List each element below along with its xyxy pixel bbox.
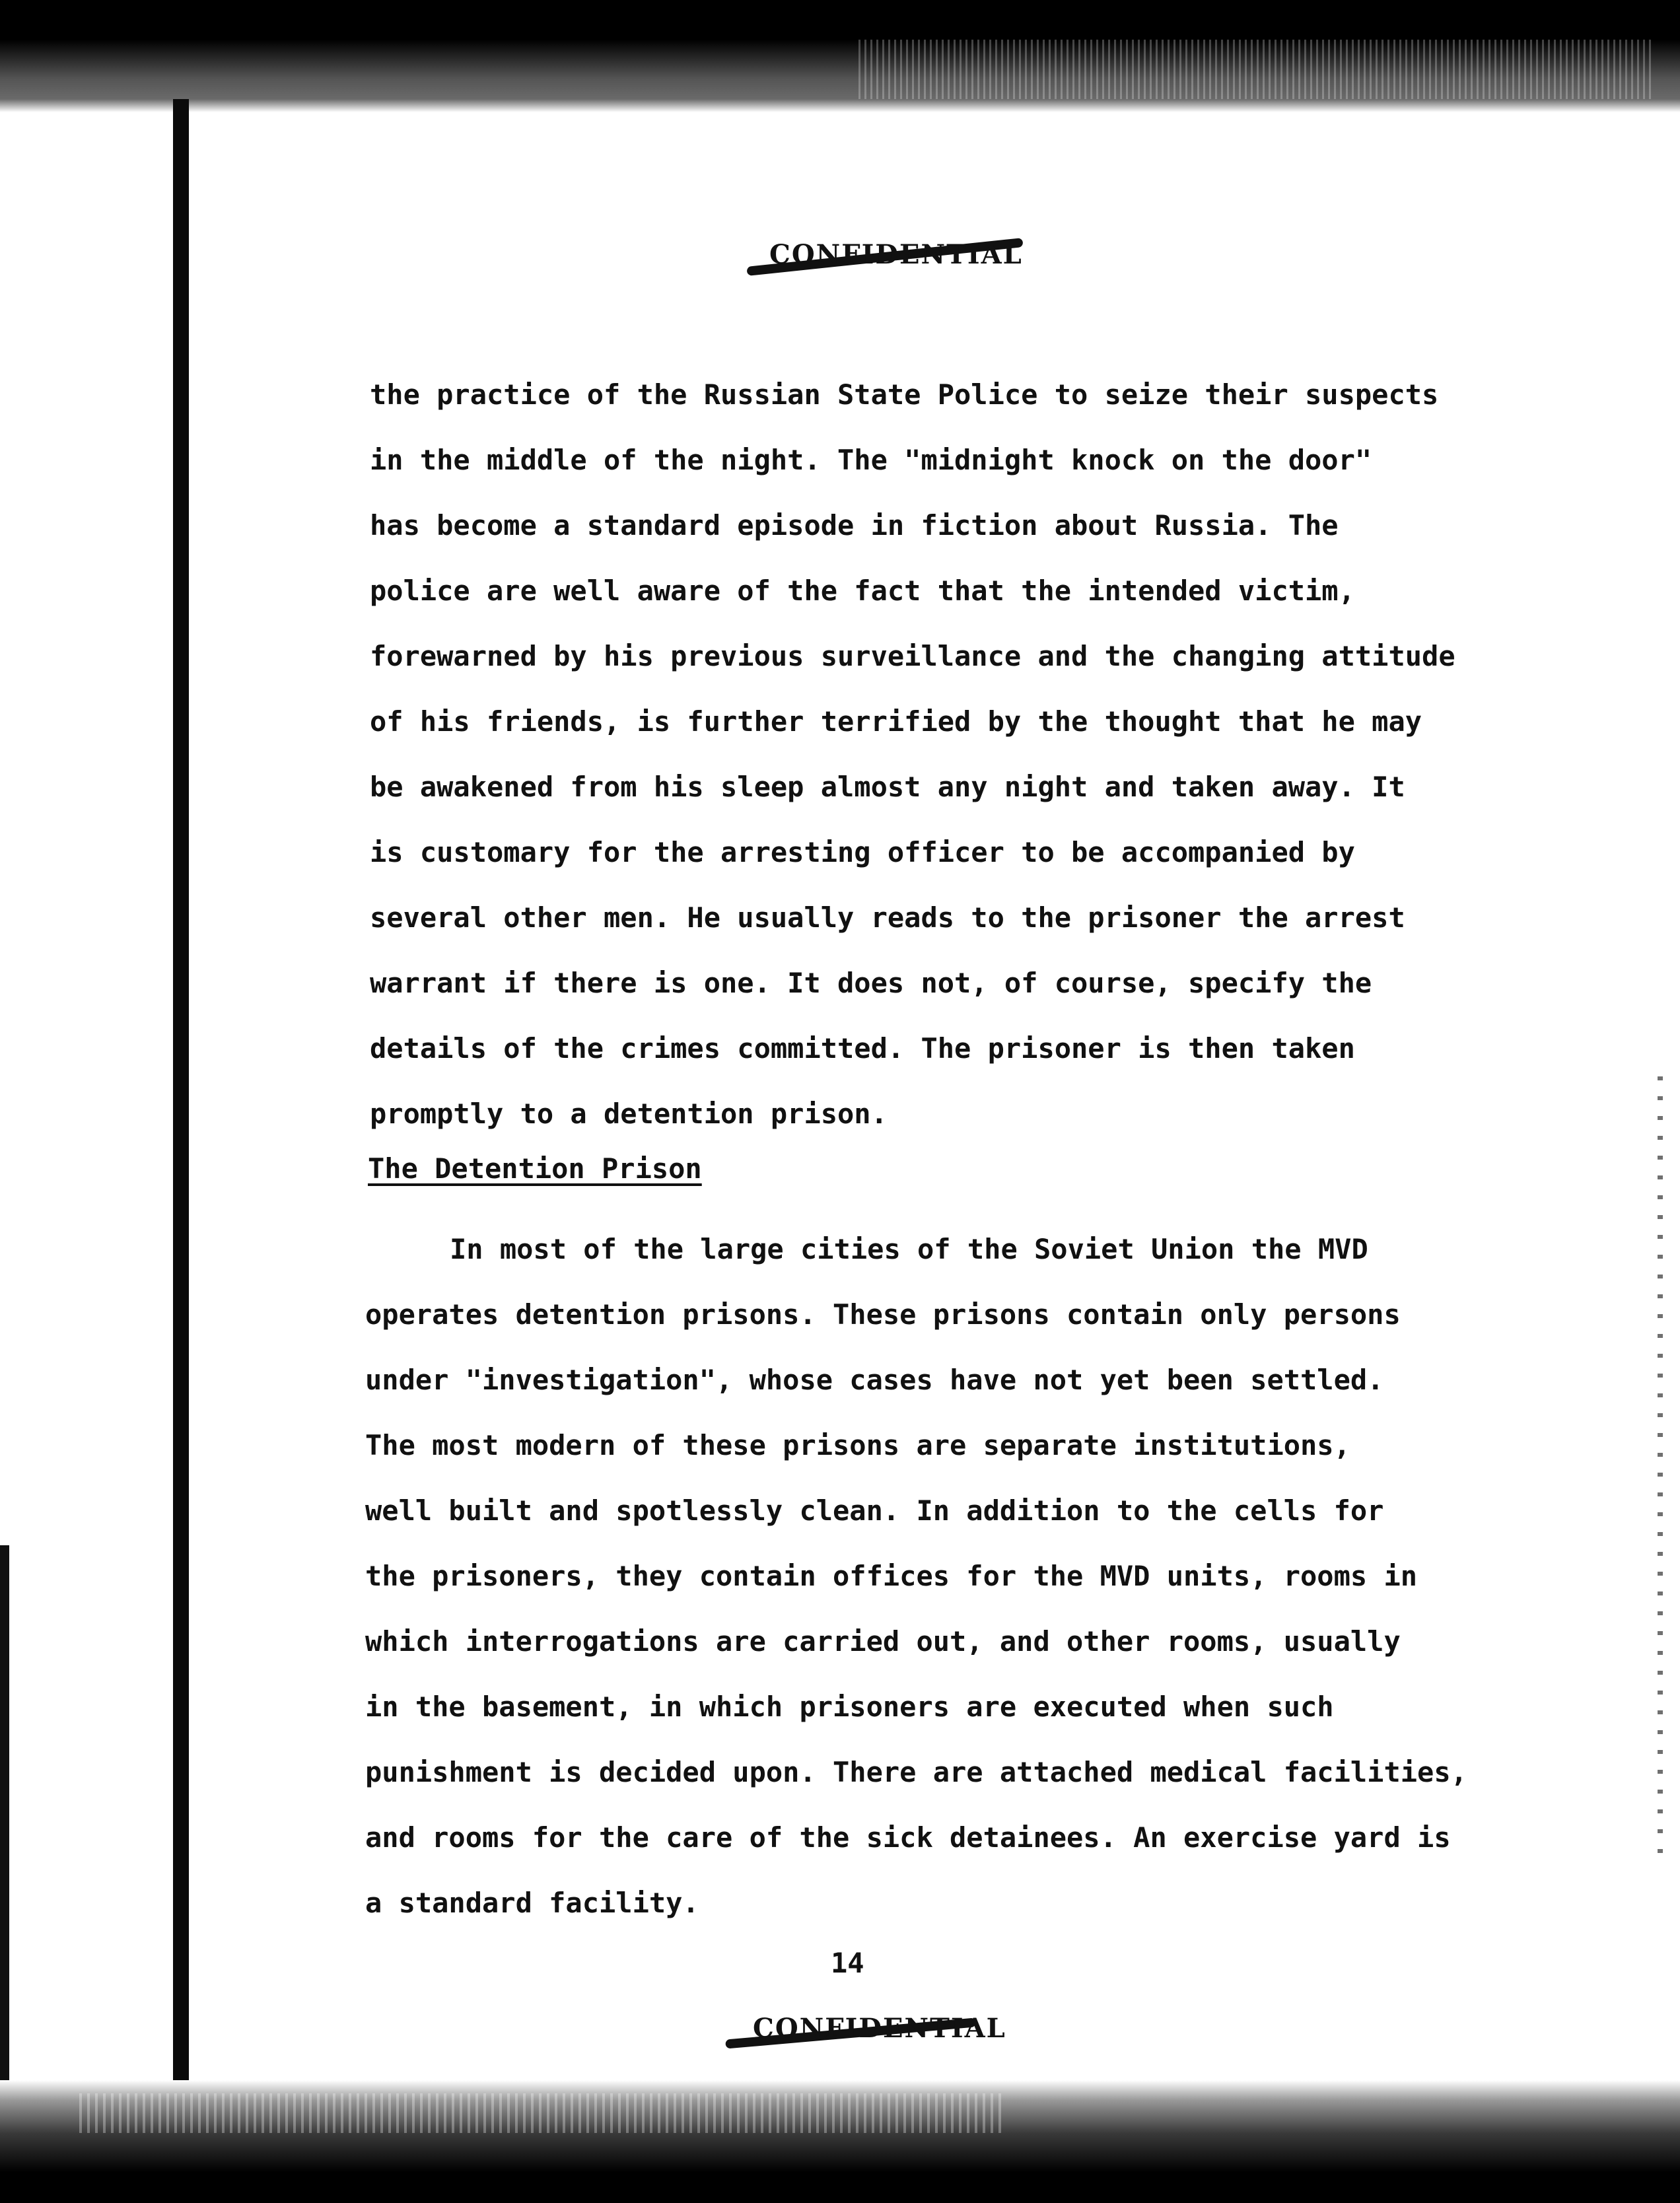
text-line: punishment is decided upon. There are attached medical facilities,	[365, 1756, 1467, 1788]
scan-left-binding-edge	[173, 99, 189, 2080]
text-line: details of the crimes committed. The prisoner is then taken	[370, 1032, 1355, 1065]
text-line: in the basement, in which prisoners are executed when such	[365, 1691, 1334, 1723]
text-line: the prisoners, they contain offices for the MVD units, rooms in	[365, 1560, 1418, 1592]
confidential-stamp-top: CONFIDENTIAL	[769, 239, 1023, 270]
text-line: the practice of the Russian State Police to seize their suspects	[370, 378, 1439, 411]
text-line: be awakened from his sleep almost any night and taken away. It	[370, 771, 1405, 803]
text-line: In most of the large cities of the Soviet Union the MVD	[450, 1233, 1368, 1265]
text-line: operates detention prisons. These prisons contain only persons	[365, 1298, 1401, 1331]
paragraph-arrest-practice	[370, 362, 1492, 1146]
text-line: has become a standard episode in fiction about Russia. The	[370, 509, 1339, 542]
text-line: of his friends, is further terrified by the thought that he may	[370, 705, 1422, 738]
text-line: is customary for the arresting officer to be accompanied by	[370, 836, 1355, 868]
text-line: under "investigation", whose cases have not yet been settled.	[365, 1364, 1384, 1396]
page-number: 14	[831, 1947, 864, 1979]
text-line: which interrogations are carried out, and other rooms, usually	[365, 1625, 1401, 1658]
paragraph-detention-prison	[365, 1216, 1488, 1936]
text-line: police are well aware of the fact that the intended victim,	[370, 575, 1355, 607]
scan-right-noise	[1658, 1076, 1663, 1856]
text-line: well built and spotlessly clean. In addition to the cells for	[365, 1494, 1384, 1527]
text-line: and rooms for the care of the sick detainees. An exercise yard is	[365, 1821, 1451, 1854]
text-line: The most modern of these prisons are separate institutions,	[365, 1429, 1350, 1461]
text-line: warrant if there is one. It does not, of course, specify the	[370, 967, 1372, 999]
text-line: promptly to a detention prison.	[370, 1098, 888, 1130]
text-line: in the middle of the night. The "midnight knock on the door"	[370, 444, 1372, 476]
text-line: several other men. He usually reads to the prisoner the arrest	[370, 901, 1405, 934]
text-line: a standard facility.	[365, 1887, 699, 1919]
scan-noise	[858, 40, 1651, 99]
section-heading: The Detention Prison	[368, 1152, 702, 1185]
text-line: forewarned by his previous surveillance and the changing attitude	[370, 640, 1455, 672]
scan-bottom-noise	[79, 2093, 1004, 2133]
confidential-stamp-bottom: CONFIDENTIAL	[753, 2013, 1006, 2044]
